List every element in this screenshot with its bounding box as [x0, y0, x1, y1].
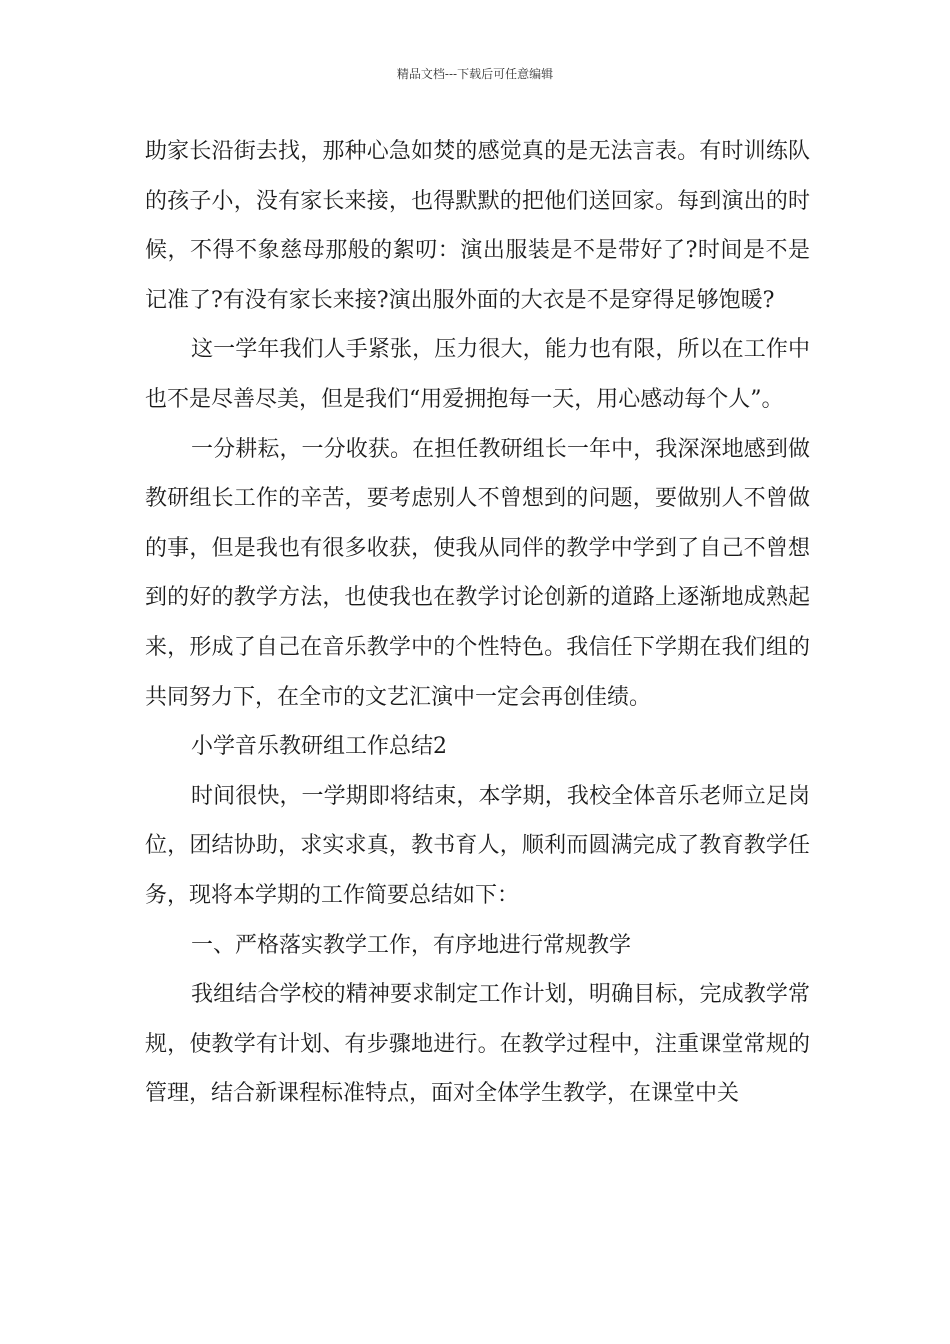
section-title: 小学音乐教研组工作总结2 [191, 734, 447, 760]
paragraph: 这一学年我们人手紧张，压力很大，能力也有限，所以在工作中也不是尽善尽美，但是我们“用爱拥抱每一天，用心感动每个人”。 [145, 337, 810, 412]
section-heading: 一、严格落实教学工作，有序地进行常规教学 [191, 932, 632, 958]
paragraph: 一分耕耘，一分收获。在担任教研组长一年中，我深深地感到做教研组长工作的辛苦，要考虑别人不曾想到的问题，要做别人不曾做的事，但是我也有很多收获，使我从同伴的教学中学到了自己不曾想到的好的教学方法，也使我也在教学讨论创新的道路上逐渐地成熟起来，形成了自己在音乐教学中的个性特色。我信任下学期在我们组的共同努力下，在全市的文艺汇演中一定会再创佳绩。 [145, 436, 810, 710]
paragraph: 我组结合学校的精神要求制定工作计划，明确目标，完成教学常规，使教学有计划、有步骤地进行。在教学过程中，注重课堂常规的管理，结合新课程标准特点，面对全体学生教学，在课堂中关 [145, 982, 810, 1107]
document-body [145, 127, 810, 1119]
paragraph-continued: 助家长沿街去找，那种心急如焚的感觉真的是无法言表。有时训练队的孩子小，没有家长来接，也得默默的把他们送回家。每到演出的时候，不得不象慈母那般的絮叨：演出服装是不是带好了?时间是不是记准了?有没有家长来接?演出服外面的大衣是不是穿得足够饱暖? [145, 139, 810, 313]
page-header: 精品文档---下载后可任意编辑 [396, 67, 554, 81]
paragraph: 时间很快，一学期即将结束，本学期，我校全体音乐老师立足岗位，团结协助，求实求真，教书育人，顺利而圆满完成了教育教学任务，现将本学期的工作简要总结如下： [145, 783, 810, 908]
